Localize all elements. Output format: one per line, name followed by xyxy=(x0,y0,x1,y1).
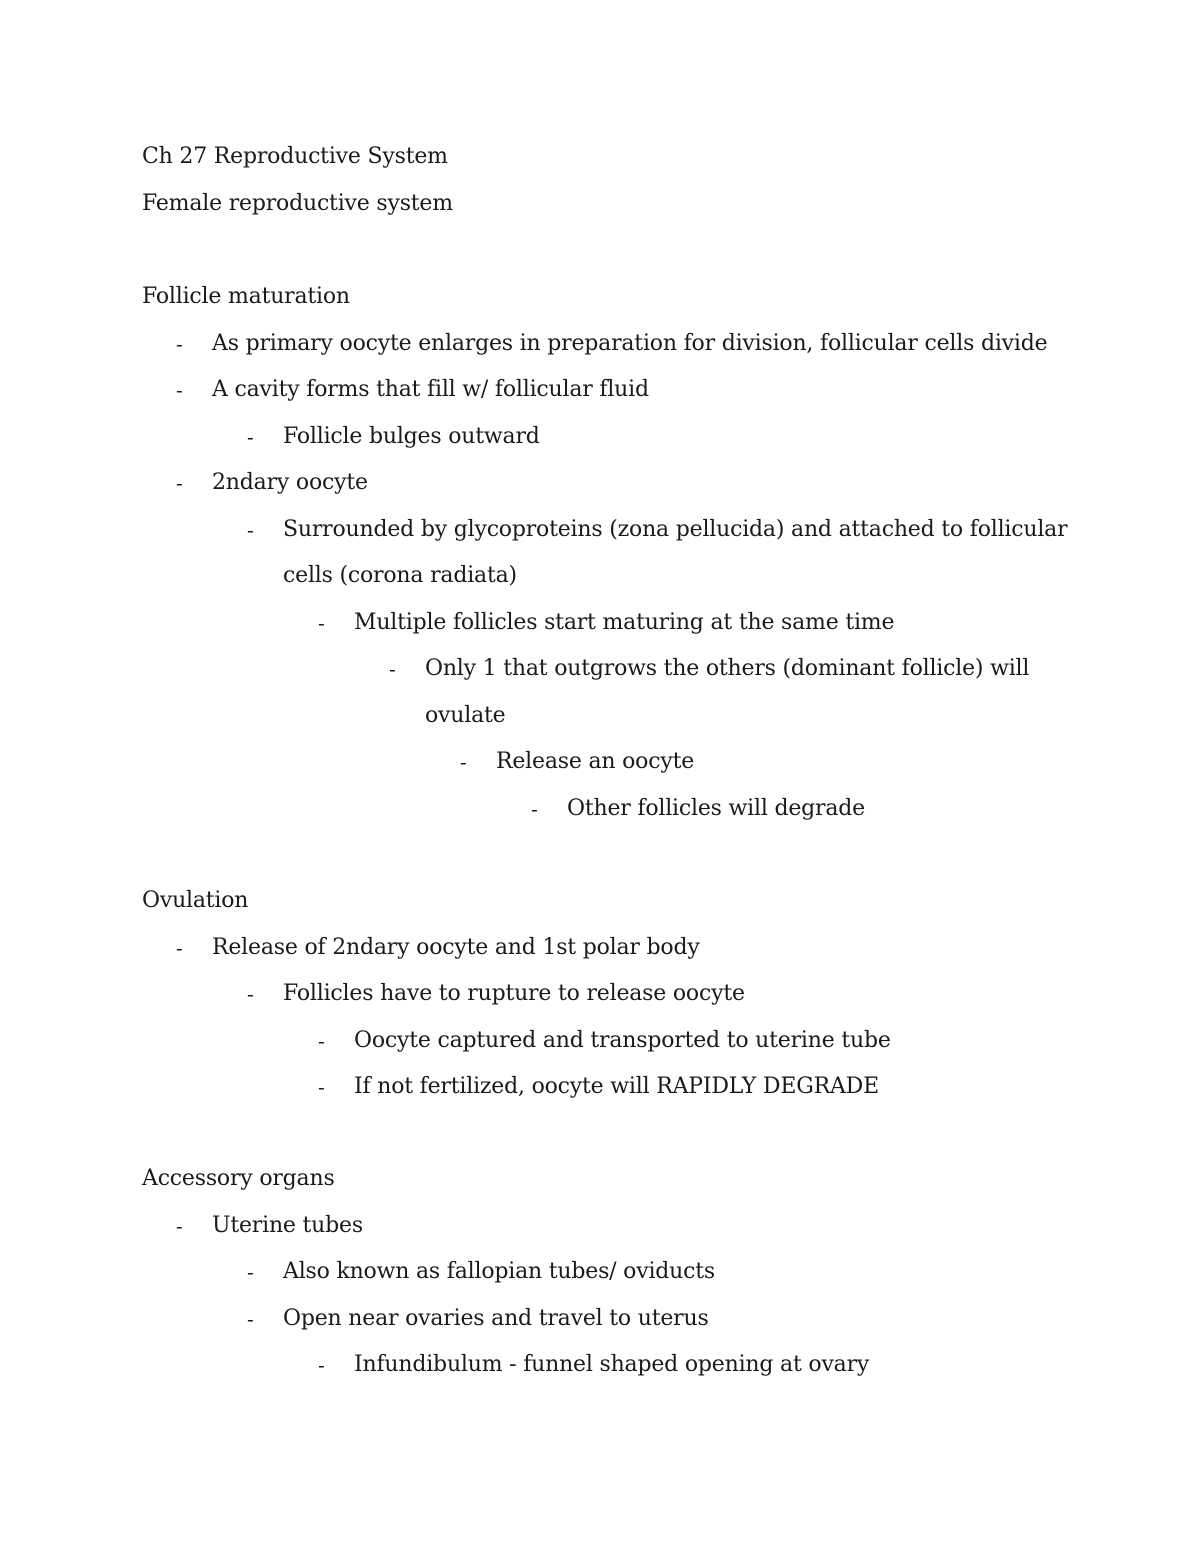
bullet-dash: - xyxy=(318,1353,325,1377)
bullet-item-level-2: Surrounded by glycoproteins (zona pellucida) and attached to follicular xyxy=(283,516,1068,542)
bullet-dash: - xyxy=(318,610,325,635)
bullet-dash: - xyxy=(247,1260,254,1284)
bullet-item-level-2: Also known as fallopian tubes/ oviducts xyxy=(283,1259,715,1284)
bullet-dash: - xyxy=(176,331,183,356)
bullet-item-level-3: Multiple follicles start maturing at the same time xyxy=(354,609,895,635)
bullet-item-level-2: Follicles have to rupture to release oocyte xyxy=(283,981,745,1006)
document-title: Ch 27 Reproductive System xyxy=(142,144,448,169)
bullet-dash: - xyxy=(247,424,254,449)
bullet-item-level-5: Release an oocyte xyxy=(496,749,695,774)
bullet-dash: - xyxy=(318,1028,325,1053)
bullet-item-continuation: ovulate xyxy=(425,702,506,728)
bullet-dash: - xyxy=(460,750,467,774)
bullet-item-level-1: Uterine tubes xyxy=(212,1212,363,1238)
bullet-dash: - xyxy=(176,935,183,960)
bullet-dash: - xyxy=(318,1075,325,1099)
bullet-dash: - xyxy=(389,657,396,681)
bullet-item-level-2: Follicle bulges outward xyxy=(283,423,540,449)
bullet-item-level-1: Release of 2ndary oocyte and 1st polar body xyxy=(212,934,700,960)
bullet-dash: - xyxy=(176,1213,183,1238)
bullet-dash: - xyxy=(176,471,183,495)
bullet-dash: - xyxy=(247,1306,254,1331)
bullet-dash: - xyxy=(247,517,254,542)
bullet-item-level-3: If not fertilized, oocyte will RAPIDLY DEGRADE xyxy=(354,1074,879,1099)
bullet-item-level-3: Infundibulum - funnel shaped opening at ovary xyxy=(354,1352,870,1377)
bullet-item-level-6: Other follicles will degrade xyxy=(567,795,865,821)
bullet-item-level-3: Oocyte captured and transported to uterine tube xyxy=(354,1027,891,1053)
section-heading: Follicle maturation xyxy=(142,284,350,309)
section-heading: Ovulation xyxy=(142,888,249,913)
document-subtitle: Female reproductive system xyxy=(142,191,453,216)
bullet-item-level-1: As primary oocyte enlarges in preparation for division, follicular cells divide xyxy=(212,330,1048,356)
bullet-dash: - xyxy=(531,796,538,821)
section-heading: Accessory organs xyxy=(142,1166,335,1191)
bullet-item-level-1: 2ndary oocyte xyxy=(212,470,368,495)
bullet-dash: - xyxy=(176,378,183,402)
bullet-item-level-2: Open near ovaries and travel to uterus xyxy=(283,1305,709,1331)
bullet-dash: - xyxy=(247,982,254,1006)
bullet-item-level-4: Only 1 that outgrows the others (dominant follicle) will xyxy=(425,656,1030,681)
bullet-item-continuation: cells (corona radiata) xyxy=(283,563,517,588)
bullet-item-level-1: A cavity forms that fill w/ follicular fluid xyxy=(212,377,649,402)
